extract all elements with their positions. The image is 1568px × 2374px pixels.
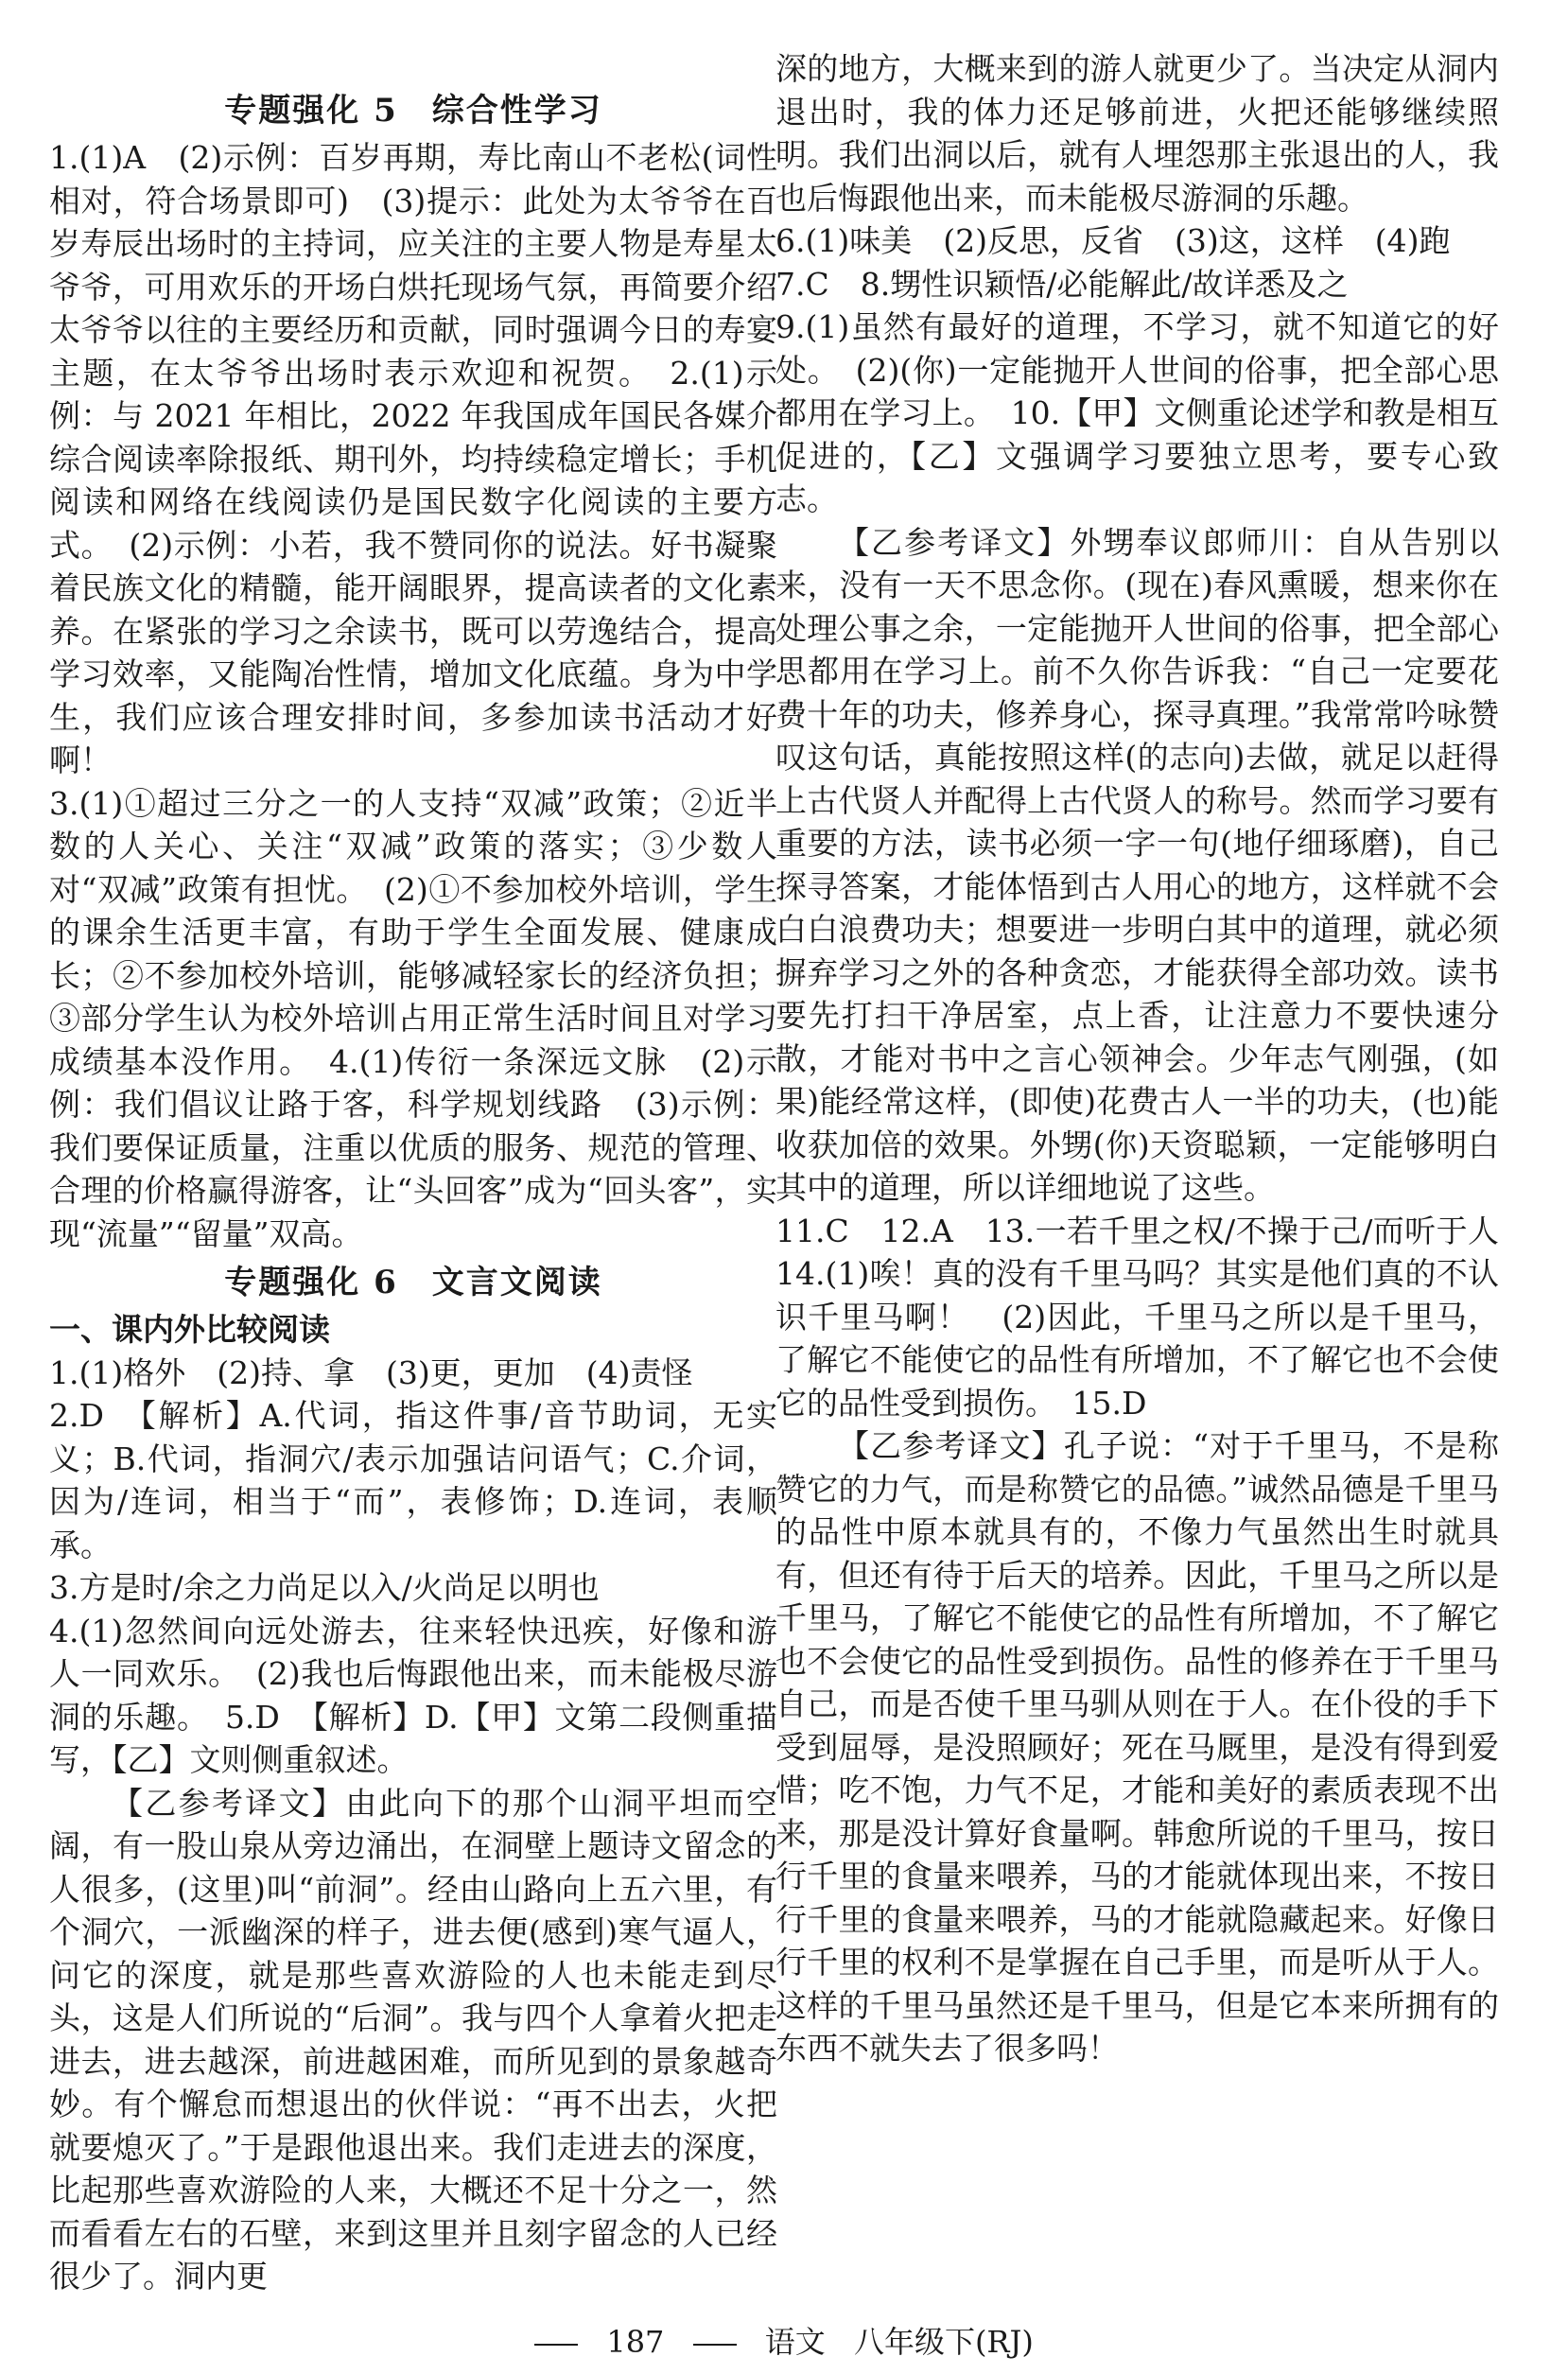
heading-number: 专题强化 5	[224, 92, 398, 130]
heading-title: 综合性学习	[431, 92, 602, 130]
heading-number: 专题强化 6	[224, 1264, 398, 1301]
answer-paragraph: 11.C 12.A 13.一若千里之权/不操于己/而听于人 14.(1)唉！真的没有千里马吗？其实是他们真的不认识千里马啊！ (2)因此，千里马之所以是千里马，了解它不能使它的品性有所增加，不了解它也不会使它的品性受到损伤。 15.D	[775, 1212, 1530, 1422]
answer-paragraph: 深的地方，大概来到的游人就更少了。当决定从洞内退出时，我的体力还足够前进，火把还能够继续照明。我们出洞以后，就有人埋怨那主张退出的人，我也后悔跟他出来，而未能极尽游洞的乐趣。	[775, 50, 1499, 217]
left-column	[49, 83, 777, 2298]
section-heading-6	[49, 1261, 777, 1304]
right-column	[775, 47, 1530, 2070]
subsection-title: 一、课内外比较阅读	[49, 1311, 330, 1348]
answer-paragraph: 3.(1)①超过三分之一的人支持“双减”政策；②近半数的人关心、关注“双减”政策的落实；③少数人对“双减”政策有担忧。 (2)①不参加校外培训，学生的课余生活更丰富，有助于学生全面发展、健康成长；②不参加校外培训，能够减轻家长的经济负担；③部分学生认为校外培训占用正常生活时间且对学习成绩基本没作用。 4.(1)传衍一条深远文脉 (2)示例：我们倡议让路于客，科学规划线路 (3)示例：我们要保证质量，注重以优质的服务、规范的管理、合理的价格赢得游客，让“头回客”成为“回头客”，实现“流量”“留量”双高。	[49, 784, 777, 1252]
translation-paragraph: 【乙参考译文】孔子说：“对于千里马，不是称赞它的力气，而是称赞它的品德。”诚然品德是千里马的品性中原本就具有的，不像力气虽然出生时就具有，但还有待于后天的培养。因此，千里马之所以是千里马，了解它不能使它的品性有所增加，不了解它也不会使它的品性受到损伤。品性的修养在于千里马自己，而是否使千里马驯从则在于人。在仆役的手下受到屈辱，是没照顾好；死在马厩里，是没有得到爱惜；吃不饱，力气不足，才能和美好的素质表现不出来，那是没计算好食量啊。韩愈所说的千里马，按日行千里的食量来喂养，马的才能就体现出来，不按日行千里的食量来喂养，马的才能就隐藏起来。好像日行千里的权利不是掌握在自己手里，而是听从于人。这样的千里马虽然还是千里马，但是它本来所拥有的东西不就失去了很多吗！	[775, 1427, 1499, 2067]
translation-paragraph: 【乙参考译文】外甥奉议郎师川：自从告别以来，没有一天不思念你。(现在)春风熏暖，想来你在处理公事之余，一定能抛开人世间的俗事，把全部心思都用在学习上。前不久你告诉我：“自己一定要花费十年的功夫，修养身心，探寻真理。”我常常吟咏赞叹这句话，真能按照这样(的志向)去做，就足以赶得上古代贤人并配得上古代贤人的称号。然而学习要有重要的方法，读书必须一字一句(地仔细琢磨)，自己探寻答案，才能体悟到古人用心的地方，这样就不会白白浪费功夫；想要进一步明白其中的道理，就必须摒弃学习之外的各种贪恋，才能获得全部功效。读书要先打扫干净居室，点上香，让注意力不要快速分散，才能对书中之言心领神会。少年志气刚强，(如果)能经常这样，(即使)花费古人一半的功夫，(也)能收获加倍的效果。外甥(你)天资聪颖，一定能够明白其中的道理，所以详细地说了这些。	[775, 523, 1499, 1206]
answer-paragraph: 6.(1)味美 (2)反思，反省 (3)这，这样 (4)跑	[775, 222, 1451, 259]
footer-subject: 语文	[764, 2324, 826, 2360]
answer-paragraph: 3.方是时/余之力尚足以入/火尚足以明也	[49, 1569, 600, 1606]
footer-dash	[693, 2344, 737, 2346]
answer-paragraph: 7.C 8.甥性识颖悟/必能解此/故详悉及之	[775, 265, 1349, 303]
answer-paragraph: 2.D 【解析】A.代词，指这件事/音节助词，无实义；B.代词，指洞穴/表示加强诘问语气；C.介词，因为/连词，相当于“而”，表修饰；D.连词，表顺承。	[49, 1397, 777, 1563]
answer-paragraph: 1.(1)A (2)示例：百岁再期，寿比南山不老松(词性相对，符合场景即可) (3)提示：此处为太爷爷在百岁寿辰出场时的主持词，应关注的主要人物是寿星太爷爷，可用欢乐的开场白烘托现场气氛，再简要介绍太爷爷以往的主要经历和贡献，同时强调今日的寿宴主题，在太爷爷出场时表示欢迎和祝贺。 2.(1)示例：与 2021 年相比，2022 年我国成年国民各媒介综合阅读率除报纸、期刊外，均持续稳定增长；手机阅读和网络在线阅读仍是国民数字化阅读的主要方式。 (2)示例：小若，我不赞同你的说法。好书凝聚着民族文化的精髓，能开阔眼界，提高读者的文化素养。在紧张的学习之余读书，既可以劳逸结合，提高学习效率，又能陶冶性情，增加文化底蕴。身为中学生，我们应该合理安排时间，多参加读书活动才好啊！	[49, 139, 777, 778]
section-heading-5	[49, 89, 777, 132]
answer-paragraph: 9.(1)虽然有最好的道理，不学习，就不知道它的好处。 (2)(你)一定能抛开人世间的俗事，把全部心思都用在学习上。 10.【甲】文侧重论述学和教是相互促进的，【乙】文强调学习要独立思考，要专心致志。	[775, 308, 1499, 517]
translation-paragraph: 【乙参考译文】由此向下的那个山洞平坦而空阔，有一股山泉从旁边涌出，在洞壁上题诗文留念的人很多，(这里)叫“前洞”。经由山路向上五六里，有个洞穴，一派幽深的样子，进去便(感到)寒气逼人，问它的深度，就是那些喜欢游险的人也未能走到尽头，这是人们所说的“后洞”。我与四个人拿着火把走进去，进去越深，前进越困难，而所见到的景象越奇妙。有个懈怠而想退出的伙伴说：“再不出去，火把就要熄灭了。”于是跟他退出来。我们走进去的深度，比起那些喜欢游险的人来，大概还不足十分之一，然而看看左右的石壁，来到这里并且刻字留念的人已经很少了。洞内更	[49, 1784, 777, 2295]
footer-grade: 八年级下(RJ)	[853, 2324, 1034, 2360]
footer-dash	[534, 2344, 578, 2346]
answer-paragraph: 4.(1)忽然间向远处游去，往来轻快迅疾，好像和游人一同欢乐。 (2)我也后悔跟他出来，而未能极尽游洞的乐趣。 5.D 【解析】D.【甲】文第二段侧重描写，【乙】文则侧重叙述。	[49, 1612, 777, 1778]
answer-paragraph: 1.(1)格外 (2)持、拿 (3)更，更加 (4)责怪	[49, 1353, 693, 1391]
page-footer	[0, 2323, 1568, 2361]
heading-title: 文言文阅读	[431, 1264, 602, 1301]
page-number: 187	[606, 2324, 665, 2360]
